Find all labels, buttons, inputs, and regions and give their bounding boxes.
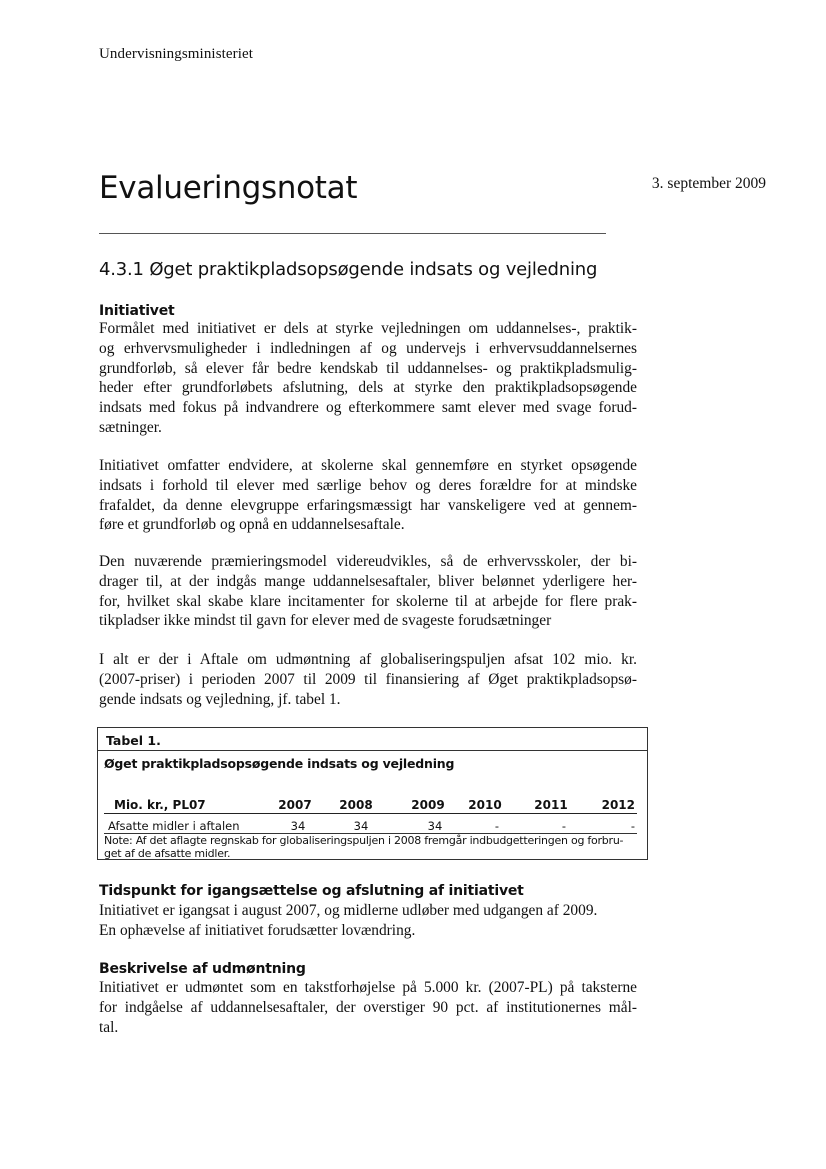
table-header-2010: 2010 — [468, 798, 502, 812]
paragraph-line: tal. — [99, 1018, 119, 1036]
table-cell-2007: 34 — [290, 819, 306, 833]
table-header-unit: Mio. kr., PL07 — [114, 798, 206, 812]
document-title: Evalueringsnotat — [99, 170, 358, 206]
table-cell-2011: - — [561, 819, 567, 833]
timing-heading: Tidspunkt for igangsættelse og afslutning af initiativet — [99, 883, 524, 899]
title-divider — [99, 233, 606, 234]
table-header-2012: 2012 — [601, 798, 635, 812]
table-note — [104, 834, 634, 860]
table-header-2007: 2007 — [278, 798, 312, 812]
table-title: Øget praktikpladsopsøgende indsats og vejledning — [104, 756, 455, 771]
paragraph-funding — [99, 650, 637, 709]
paragraph-line: og erhvervsmuligheder i indledningen af og undervejs i erhvervsuddannelsernes — [99, 339, 637, 357]
ministry-name: Undervisningsministeriet — [99, 46, 254, 62]
table-cell-2008: 34 — [353, 819, 369, 833]
paragraph-line: drager til, at der indgås mange uddannelsesaftaler, bliver belønnet yderligere her- — [99, 572, 637, 590]
table-header-2011: 2011 — [534, 798, 568, 812]
paragraph-line: for, hvilket skal skabe klare incitamenter for skolerne til at arbejde for flere prak- — [99, 592, 637, 610]
document-date: 3. september 2009 — [651, 175, 766, 192]
paragraph-line: for indgåelse af uddannelsesaftaler, der overstiger 90 pct. af institutionernes mål- — [99, 998, 637, 1016]
table-cell-2012: - — [630, 819, 635, 833]
table-header-divider — [104, 813, 637, 814]
paragraph-line: gende indsats og vejledning, jf. tabel 1. — [99, 690, 341, 708]
paragraph-reward-model — [99, 552, 637, 631]
paragraph-line: Formålet med initiativet er dels at styrke vejledningen om uddannelses-, praktik- — [99, 320, 637, 337]
paragraph-line: Initiativet omfatter endvidere, at skolerne skal gennemføre en styrket opsøgende — [99, 457, 637, 474]
paragraph-line: indsats i forhold til elever med særlige behov og deres forældre for at mindske — [99, 476, 637, 494]
table-note-line: Note: Af det aflagte regnskab for globaliseringspuljen i 2008 fremgår indbudgetteringen og forbru- — [104, 834, 624, 847]
table-note-line: get af de afsatte midler. — [104, 847, 231, 860]
paragraph-line: sætninger. — [99, 418, 162, 436]
budget-table — [97, 727, 648, 860]
table-row-label: Afsatte midler i aftalen — [108, 819, 240, 833]
paragraph-line: indsats med fokus på indvandrere og efterkommere samt elever med svage forud- — [99, 399, 637, 417]
paragraph-purpose — [99, 319, 637, 438]
description-heading: Beskrivelse af udmøntning — [99, 961, 306, 977]
paragraph-line: Den nuværende præmieringsmodel videreudvikles, så de erhvervsskoler, der bi- — [99, 553, 637, 570]
paragraph-scope — [99, 456, 637, 535]
section-heading: 4.3.1 Øget praktikpladsopsøgende indsats og vejledning — [99, 259, 598, 280]
paragraph-line: grundforløb, så elever får bedre kendskab til uddannelses- og praktikpladsmulig- — [99, 359, 637, 377]
table-caption-divider — [98, 750, 647, 751]
paragraph-line: frafaldet, da denne elevgruppe erfaringsmæssigt har vanskeligere ved at gennem- — [99, 496, 637, 514]
table-caption: Tabel 1. — [106, 733, 161, 748]
paragraph-line: Initiativet er igangsat i august 2007, og midlerne udløber med udgangen af 2009. — [99, 902, 598, 919]
initiative-heading: Initiativet — [99, 303, 175, 319]
table-cell-2009: 34 — [427, 819, 443, 833]
paragraph-line: En ophævelse af initiativet forudsætter lovændring. — [99, 921, 416, 939]
paragraph-line: heder efter grundforløbets afslutning, dels at styrke den praktikpladsopsøgende — [99, 379, 637, 397]
paragraph-line: Initiativet er udmøntet som en takstforhøjelse på 5.000 kr. (2007-PL) på taksterne — [99, 979, 637, 996]
paragraph-description — [99, 978, 637, 1037]
paragraph-line: føre et grundforløb og opnå en uddannelsesaftale. — [99, 516, 405, 534]
table-cell-2010: - — [494, 819, 500, 833]
paragraph-line: (2007-priser) i perioden 2007 til 2009 til finansiering af Øget praktikpladsopsø- — [99, 670, 637, 688]
table-header-2008: 2008 — [339, 798, 373, 812]
table-header-2009: 2009 — [411, 798, 445, 812]
paragraph-line: I alt er der i Aftale om udmøntning af globaliseringspuljen afsat 102 mio. kr. — [99, 651, 637, 668]
paragraph-line: tikpladser ikke mindst til gavn for elever med de svageste forudsætninger — [99, 612, 552, 630]
paragraph-timing — [99, 901, 637, 941]
